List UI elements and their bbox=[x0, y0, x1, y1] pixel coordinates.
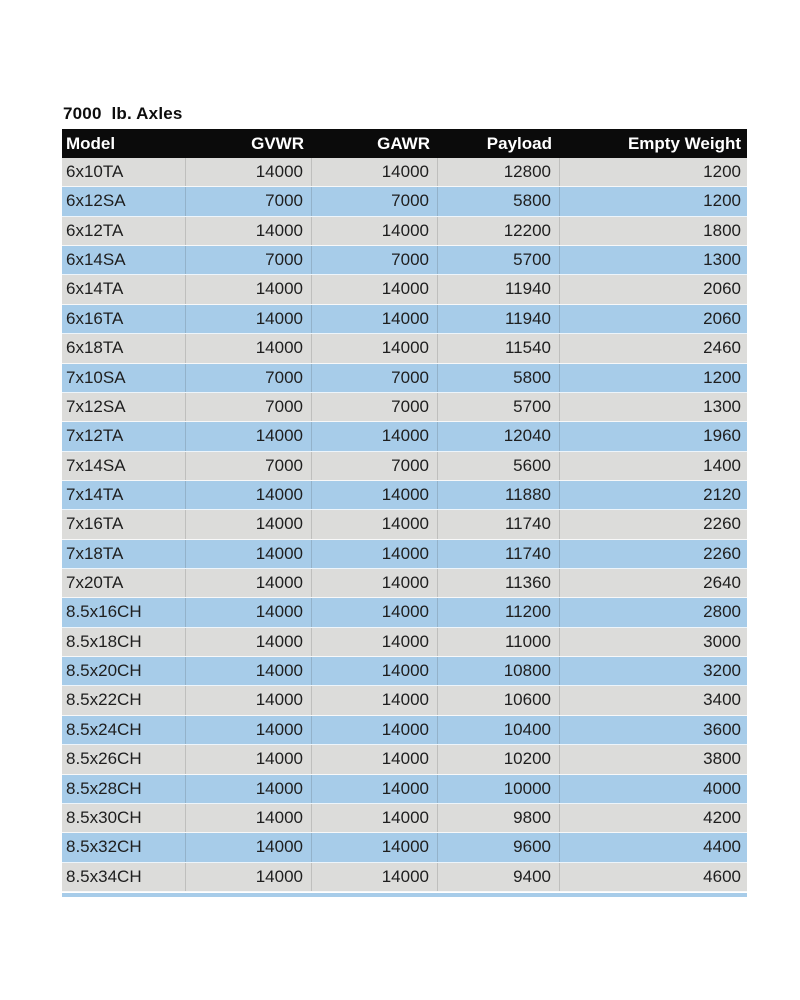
cell-gawr: 7000 bbox=[312, 246, 438, 274]
cell-gawr: 14000 bbox=[312, 422, 438, 450]
cell-payload: 5600 bbox=[438, 452, 560, 480]
cell-gvwr: 14000 bbox=[186, 628, 312, 656]
cell-gawr: 14000 bbox=[312, 804, 438, 832]
header-gvwr: GVWR bbox=[251, 134, 304, 153]
table-row bbox=[62, 686, 747, 715]
cell-empty-weight: 3800 bbox=[703, 749, 741, 769]
cell-gawr: 14000 bbox=[312, 217, 438, 245]
cell-payload: 11940 bbox=[438, 305, 560, 333]
axle-table bbox=[62, 129, 747, 897]
cell-empty-weight: 1300 bbox=[703, 396, 741, 416]
cell-model: 6x10TA bbox=[62, 158, 186, 186]
cell-model: 7x12SA bbox=[62, 393, 186, 421]
cell-empty-weight: 2260 bbox=[703, 514, 741, 534]
cell-payload: 5800 bbox=[438, 364, 560, 392]
cell-payload: 10000 bbox=[438, 775, 560, 803]
cell-gawr: 14000 bbox=[312, 863, 438, 891]
cell-gawr: 7000 bbox=[312, 364, 438, 392]
header-gawr: GAWR bbox=[377, 134, 430, 153]
cell-gvwr: 14000 bbox=[186, 686, 312, 714]
table-row bbox=[62, 775, 747, 804]
cell-model: 8.5x20CH bbox=[62, 657, 186, 685]
table-row bbox=[62, 628, 747, 657]
cell-empty-weight: 2260 bbox=[703, 543, 741, 563]
cell-model: 7x20TA bbox=[62, 569, 186, 597]
cell-model: 6x12TA bbox=[62, 217, 186, 245]
cell-payload: 11200 bbox=[438, 598, 560, 626]
cell-gawr: 14000 bbox=[312, 628, 438, 656]
cell-payload: 12040 bbox=[438, 422, 560, 450]
cell-empty-weight: 3600 bbox=[703, 719, 741, 739]
cell-payload: 5800 bbox=[438, 187, 560, 215]
table-body bbox=[62, 158, 747, 892]
table-row bbox=[62, 510, 747, 539]
cell-empty-weight: 2060 bbox=[703, 279, 741, 299]
cell-model: 7x14SA bbox=[62, 452, 186, 480]
cell-empty-weight: 1200 bbox=[703, 191, 741, 211]
cell-model: 6x14SA bbox=[62, 246, 186, 274]
cell-gawr: 14000 bbox=[312, 305, 438, 333]
cell-empty-weight: 2120 bbox=[703, 484, 741, 504]
cell-payload: 5700 bbox=[438, 246, 560, 274]
cell-model: 8.5x30CH bbox=[62, 804, 186, 832]
cell-payload: 11360 bbox=[438, 569, 560, 597]
cell-model: 8.5x22CH bbox=[62, 686, 186, 714]
cell-gvwr: 14000 bbox=[186, 804, 312, 832]
cell-gawr: 14000 bbox=[312, 598, 438, 626]
table-row bbox=[62, 716, 747, 745]
cell-empty-weight: 1800 bbox=[703, 220, 741, 240]
cell-gawr: 14000 bbox=[312, 716, 438, 744]
cell-gawr: 7000 bbox=[312, 452, 438, 480]
cell-empty-weight: 1200 bbox=[703, 162, 741, 181]
cell-model: 7x18TA bbox=[62, 540, 186, 568]
table-row bbox=[62, 393, 747, 422]
cell-empty-weight: 2060 bbox=[703, 308, 741, 328]
cell-empty-weight: 1300 bbox=[703, 250, 741, 270]
cell-empty-weight: 4600 bbox=[703, 866, 741, 886]
cell-gvwr: 14000 bbox=[186, 158, 312, 186]
cell-gvwr: 14000 bbox=[186, 833, 312, 861]
cell-payload: 12200 bbox=[438, 217, 560, 245]
table-row bbox=[62, 422, 747, 451]
cell-model: 7x16TA bbox=[62, 510, 186, 538]
table-row bbox=[62, 598, 747, 627]
cell-model: 6x18TA bbox=[62, 334, 186, 362]
cell-model: 7x10SA bbox=[62, 364, 186, 392]
cell-empty-weight: 3000 bbox=[703, 631, 741, 651]
table-row bbox=[62, 804, 747, 833]
table-row bbox=[62, 305, 747, 334]
cell-gawr: 14000 bbox=[312, 745, 438, 773]
cell-payload: 9600 bbox=[438, 833, 560, 861]
table-row bbox=[62, 158, 747, 187]
partial-row-strip bbox=[62, 893, 747, 897]
cell-gawr: 14000 bbox=[312, 657, 438, 685]
cell-model: 8.5x32CH bbox=[62, 833, 186, 861]
cell-payload: 9400 bbox=[438, 863, 560, 891]
cell-empty-weight: 2460 bbox=[703, 338, 741, 358]
cell-gvwr: 7000 bbox=[186, 246, 312, 274]
cell-gvwr: 14000 bbox=[186, 334, 312, 362]
cell-gvwr: 14000 bbox=[186, 422, 312, 450]
cell-empty-weight: 4400 bbox=[703, 837, 741, 857]
cell-empty-weight: 1400 bbox=[703, 455, 741, 475]
cell-gvwr: 7000 bbox=[186, 187, 312, 215]
cell-model: 8.5x28CH bbox=[62, 775, 186, 803]
cell-gawr: 14000 bbox=[312, 686, 438, 714]
cell-payload: 10800 bbox=[438, 657, 560, 685]
cell-gvwr: 14000 bbox=[186, 217, 312, 245]
table-row bbox=[62, 217, 747, 246]
cell-gawr: 14000 bbox=[312, 775, 438, 803]
cell-gvwr: 14000 bbox=[186, 540, 312, 568]
table-header-row bbox=[62, 129, 747, 158]
cell-gvwr: 14000 bbox=[186, 598, 312, 626]
table-row bbox=[62, 863, 747, 892]
cell-model: 6x14TA bbox=[62, 275, 186, 303]
cell-model: 7x14TA bbox=[62, 481, 186, 509]
cell-empty-weight: 3200 bbox=[703, 661, 741, 681]
cell-payload: 11940 bbox=[438, 275, 560, 303]
axle-spec-sheet bbox=[62, 104, 747, 897]
cell-gvwr: 14000 bbox=[186, 657, 312, 685]
table-row bbox=[62, 540, 747, 569]
cell-gvwr: 14000 bbox=[186, 305, 312, 333]
cell-gvwr: 7000 bbox=[186, 364, 312, 392]
header-empty-weight: Empty Weight bbox=[627, 134, 741, 153]
cell-payload: 11740 bbox=[438, 540, 560, 568]
cell-gawr: 14000 bbox=[312, 481, 438, 509]
cell-empty-weight: 1200 bbox=[703, 367, 741, 387]
cell-model: 8.5x24CH bbox=[62, 716, 186, 744]
cell-gvwr: 14000 bbox=[186, 510, 312, 538]
cell-empty-weight: 1960 bbox=[703, 426, 741, 446]
cell-payload: 11540 bbox=[438, 334, 560, 362]
table-row bbox=[62, 745, 747, 774]
cell-payload: 10400 bbox=[438, 716, 560, 744]
cell-payload: 10200 bbox=[438, 745, 560, 773]
cell-model: 6x12SA bbox=[62, 187, 186, 215]
cell-model: 7x12TA bbox=[62, 422, 186, 450]
table-row bbox=[62, 833, 747, 862]
cell-gvwr: 7000 bbox=[186, 393, 312, 421]
cell-gawr: 14000 bbox=[312, 569, 438, 597]
table-row bbox=[62, 246, 747, 275]
cell-gvwr: 7000 bbox=[186, 452, 312, 480]
table-row bbox=[62, 364, 747, 393]
table-row bbox=[62, 334, 747, 363]
cell-gvwr: 14000 bbox=[186, 775, 312, 803]
table-row bbox=[62, 452, 747, 481]
cell-model: 8.5x16CH bbox=[62, 598, 186, 626]
cell-gawr: 14000 bbox=[312, 510, 438, 538]
cell-empty-weight: 2640 bbox=[703, 573, 741, 593]
cell-gvwr: 14000 bbox=[186, 275, 312, 303]
cell-gawr: 14000 bbox=[312, 540, 438, 568]
table-row bbox=[62, 657, 747, 686]
cell-empty-weight: 4000 bbox=[703, 778, 741, 798]
cell-gawr: 14000 bbox=[312, 275, 438, 303]
table-row bbox=[62, 275, 747, 304]
cell-empty-weight: 3400 bbox=[703, 690, 741, 710]
cell-empty-weight: 2800 bbox=[703, 602, 741, 622]
cell-payload: 12800 bbox=[438, 158, 560, 186]
cell-payload: 10600 bbox=[438, 686, 560, 714]
cell-gvwr: 14000 bbox=[186, 745, 312, 773]
cell-payload: 5700 bbox=[438, 393, 560, 421]
cell-gvwr: 14000 bbox=[186, 863, 312, 891]
cell-model: 8.5x34CH bbox=[62, 863, 186, 891]
cell-model: 8.5x26CH bbox=[62, 745, 186, 773]
cell-payload: 11880 bbox=[438, 481, 560, 509]
cell-model: 8.5x18CH bbox=[62, 628, 186, 656]
table-row bbox=[62, 481, 747, 510]
table-title: 7000 lb. Axles bbox=[63, 104, 183, 123]
table-row bbox=[62, 569, 747, 598]
cell-gvwr: 14000 bbox=[186, 716, 312, 744]
cell-payload: 11740 bbox=[438, 510, 560, 538]
cell-model: 6x16TA bbox=[62, 305, 186, 333]
header-payload: Payload bbox=[486, 134, 552, 153]
cell-payload: 11000 bbox=[438, 628, 560, 656]
header-model: Model bbox=[66, 134, 116, 153]
cell-gawr: 14000 bbox=[312, 833, 438, 861]
cell-gvwr: 14000 bbox=[186, 481, 312, 509]
cell-payload: 9800 bbox=[438, 804, 560, 832]
cell-empty-weight: 4200 bbox=[703, 807, 741, 827]
table-row bbox=[62, 187, 747, 216]
cell-gawr: 7000 bbox=[312, 393, 438, 421]
cell-gawr: 7000 bbox=[312, 187, 438, 215]
cell-gawr: 14000 bbox=[312, 158, 438, 186]
cell-gawr: 14000 bbox=[312, 334, 438, 362]
cell-gvwr: 14000 bbox=[186, 569, 312, 597]
